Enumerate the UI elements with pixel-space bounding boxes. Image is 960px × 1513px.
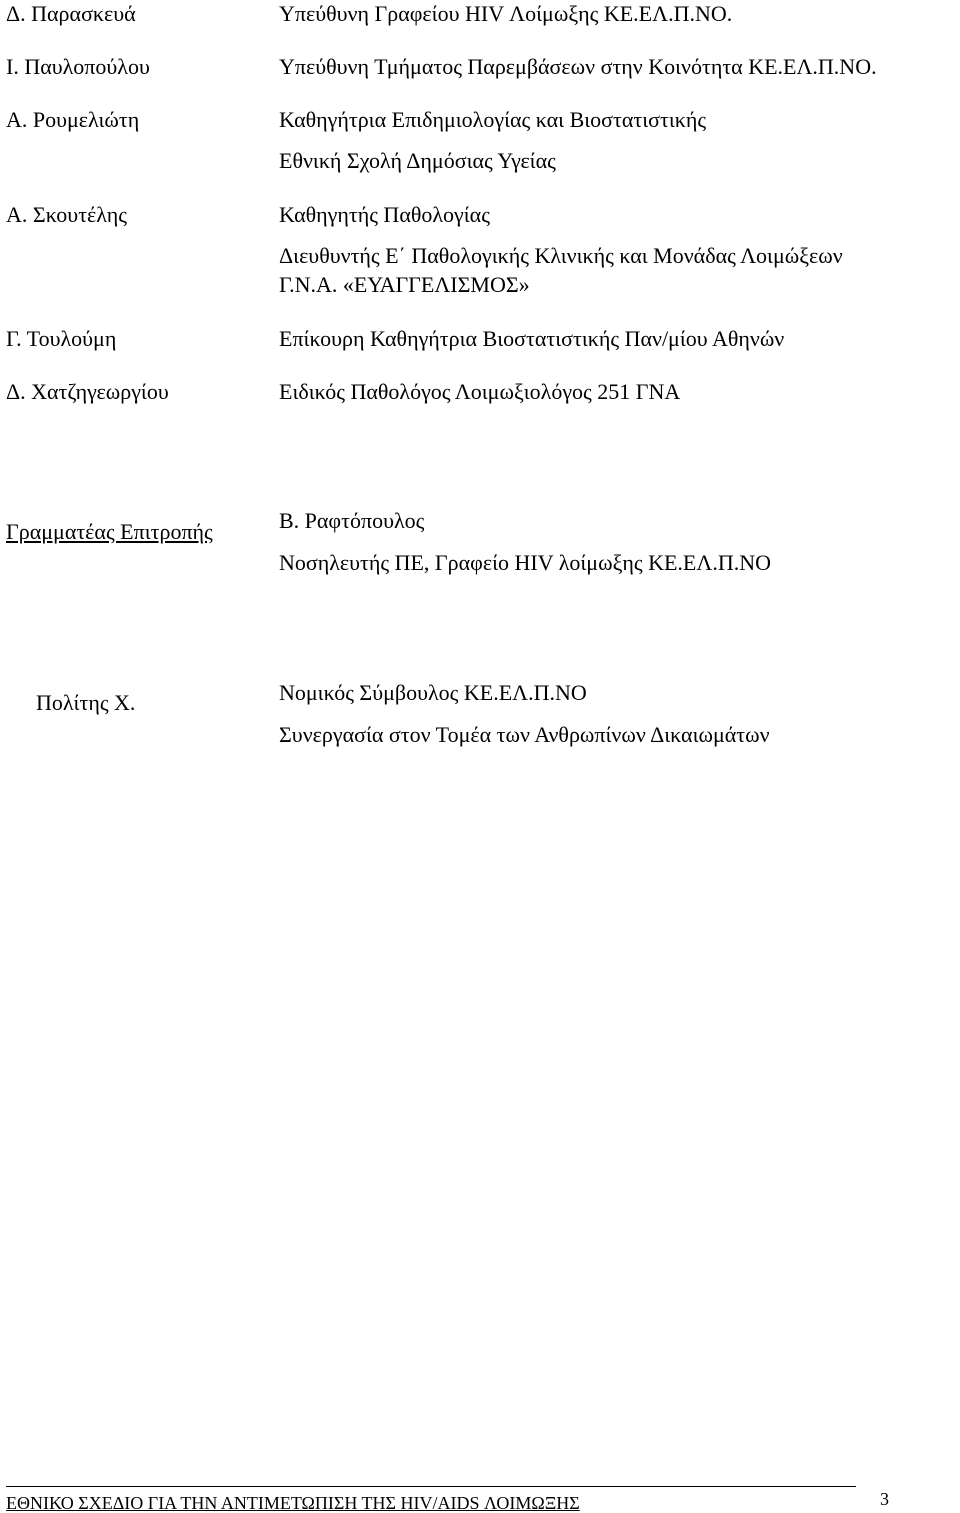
- secretary-name: Β. Ραφτόπουλος: [279, 508, 425, 533]
- citizen-role: Συνεργασία στον Τομέα των Ανθρωπίνων Δικαιωμάτων: [279, 722, 770, 747]
- footer-divider: [6, 1486, 856, 1487]
- secretary-role: Νοσηλευτής ΠΕ, Γραφείο HIV λοίμωξης ΚΕ.ΕΛ.Π.ΝΟ: [279, 550, 771, 575]
- member-role: Καθηγήτρια Επιδημιολογίας και Βιοστατιστικής: [279, 107, 707, 132]
- member-name: Γ. Τουλούμη: [6, 326, 117, 351]
- footer-title: ΕΘΝΙΚΟ ΣΧΕΔΙΟ ΓΙΑ ΤΗΝ ΑΝΤΙΜΕΤΩΠΙΣΗ ΤΗΣ HIV/AIDS ΛΟΙΜΩΞΗΣ: [6, 1493, 580, 1513]
- page-number: 3: [880, 1489, 889, 1509]
- member-role: Υπεύθυνη Τμήματος Παρεμβάσεων στην Κοινότητα ΚΕ.ΕΛ.Π.ΝΟ.: [279, 54, 877, 79]
- member-name: Δ. Χατζηγεωργίου: [6, 379, 169, 404]
- member-role: Διευθυντής Ε΄ Παθολογικής Κλινικής και Μονάδας Λοιμώξεων: [279, 243, 843, 268]
- member-name: Δ. Παρασκευά: [6, 1, 136, 26]
- citizen-role: Νομικός Σύμβουλος ΚΕ.ΕΛ.Π.ΝΟ: [279, 680, 587, 705]
- member-role: Καθηγητής Παθολογίας: [279, 202, 490, 227]
- member-role: Ειδικός Παθολόγος Λοιμωξιολόγος 251 ΓΝΑ: [279, 379, 681, 404]
- member-role: Υπεύθυνη Γραφείου HIV Λοίμωξης ΚΕ.ΕΛ.Π.ΝΟ.: [279, 1, 733, 26]
- member-role: Εθνική Σχολή Δημόσιας Υγείας: [279, 148, 556, 173]
- member-name: Ι. Παυλοπούλου: [6, 54, 150, 79]
- member-name: Α. Ρουμελιώτη: [6, 107, 140, 132]
- member-role: Γ.Ν.Α. «ΕΥΑΓΓΕΛΙΣΜΟΣ»: [279, 272, 530, 297]
- member-name: Α. Σκουτέλης: [6, 202, 127, 227]
- secretary-label: Γραμματέας Επιτροπής: [6, 519, 213, 544]
- member-role: Επίκουρη Καθηγήτρια Βιοστατιστικής Παν/μίου Αθηνών: [279, 326, 785, 351]
- citizen-label: Πολίτης Χ.: [36, 690, 136, 715]
